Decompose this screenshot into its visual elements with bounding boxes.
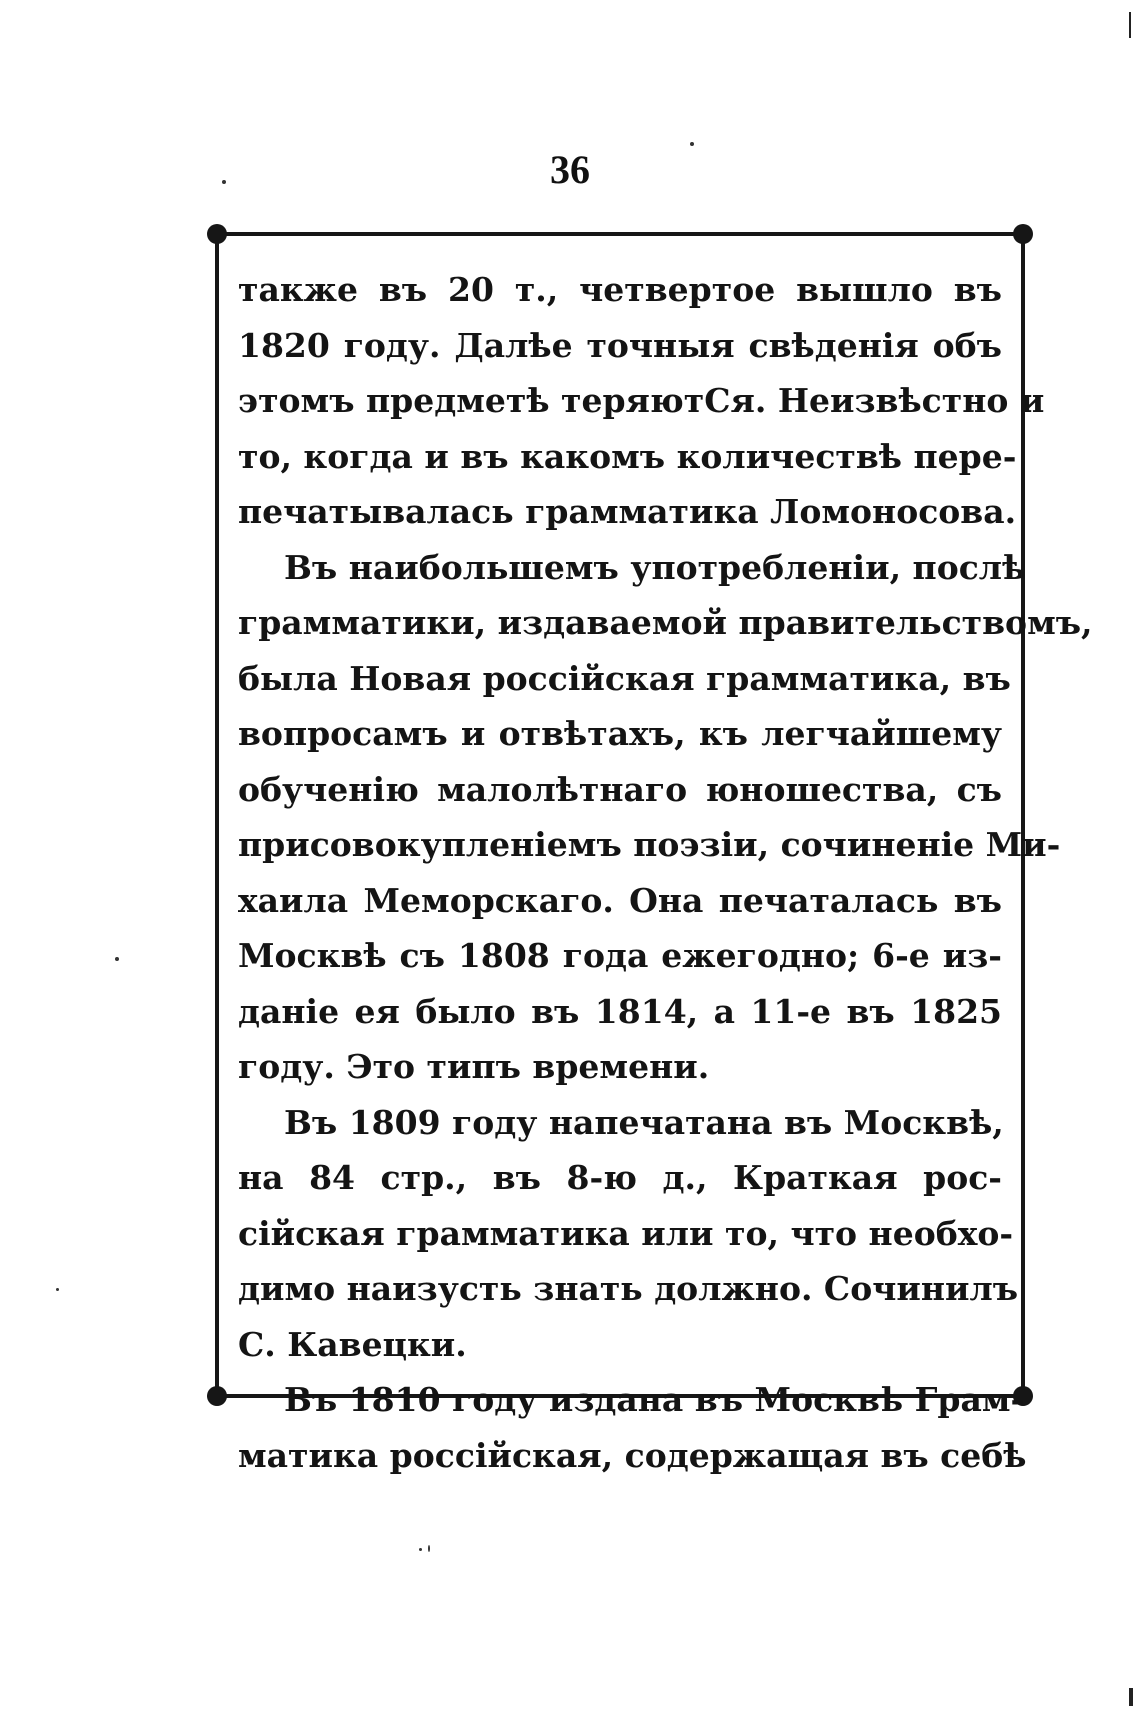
frame-corner-ornament bbox=[207, 1386, 227, 1406]
text-line: Въ 1810 году издана въ Москвѣ Грам- bbox=[284, 1380, 1025, 1419]
text-line: матика россійская, содержащая въ себѣ bbox=[238, 1435, 1027, 1475]
scan-speck bbox=[56, 1288, 59, 1291]
frame-corner-ornament bbox=[207, 224, 227, 244]
text-line: то, когда и въ какомъ количествѣ пере- bbox=[238, 436, 1017, 476]
text-line: Москвѣ съ 1808 года ежегодно; 6-е из- bbox=[238, 936, 1002, 975]
text-line: 1820 году. Далѣе точныя свѣденія объ bbox=[238, 325, 1002, 365]
text-line: обученію малолѣтнаго юношества, съ bbox=[238, 769, 1002, 809]
scan-speck bbox=[690, 142, 694, 146]
scan-edge-mark bbox=[1129, 1688, 1133, 1706]
scan-speck bbox=[222, 180, 226, 184]
text-line: С. Кавецки. bbox=[238, 1324, 467, 1364]
text-line: присовокупленіемъ поэзіи, сочиненіе Ми- bbox=[238, 825, 1061, 864]
body-text bbox=[238, 262, 1093, 1483]
text-line: печатывалась грамматика Ломоносова. bbox=[238, 492, 1017, 531]
text-line: хаила Меморскаго. Она печаталась въ bbox=[238, 880, 1002, 920]
text-line: сійская грамматика или то, что необхо- bbox=[238, 1213, 1014, 1253]
scan-speck bbox=[419, 1548, 422, 1551]
text-line: также въ 20 т., четвертое вышло въ bbox=[238, 270, 1002, 309]
text-line: была Новая россійская грамматика, въ bbox=[238, 658, 1011, 698]
text-line: даніе ея было въ 1814, а 11-е въ 1825 bbox=[238, 991, 1002, 1031]
text-line: этомъ предметѣ теряютСя. Неизвѣстно и bbox=[238, 381, 1045, 420]
text-line: Въ наибольшемъ употребленіи, послѣ bbox=[284, 547, 1026, 587]
text-line: на 84 стр., въ 8-ю д., Краткая рос- bbox=[238, 1158, 1002, 1197]
text-line: грамматики, издаваемой правительствомъ, bbox=[238, 603, 1093, 642]
frame-corner-ornament bbox=[1013, 224, 1033, 244]
scan-speck bbox=[428, 1545, 430, 1552]
scan-edge-mark bbox=[1129, 12, 1131, 38]
text-line: году. Это типъ времени. bbox=[238, 1047, 710, 1086]
text-line: вопросамъ и отвѣтахъ, къ легчайшему bbox=[238, 714, 1002, 753]
scan-speck bbox=[115, 957, 119, 961]
text-line: димо наизусть знать должно. Сочинилъ bbox=[238, 1269, 1019, 1308]
page-number: 36 bbox=[550, 147, 590, 192]
text-line: Въ 1809 году напечатана въ Москвѣ, bbox=[284, 1102, 1004, 1142]
